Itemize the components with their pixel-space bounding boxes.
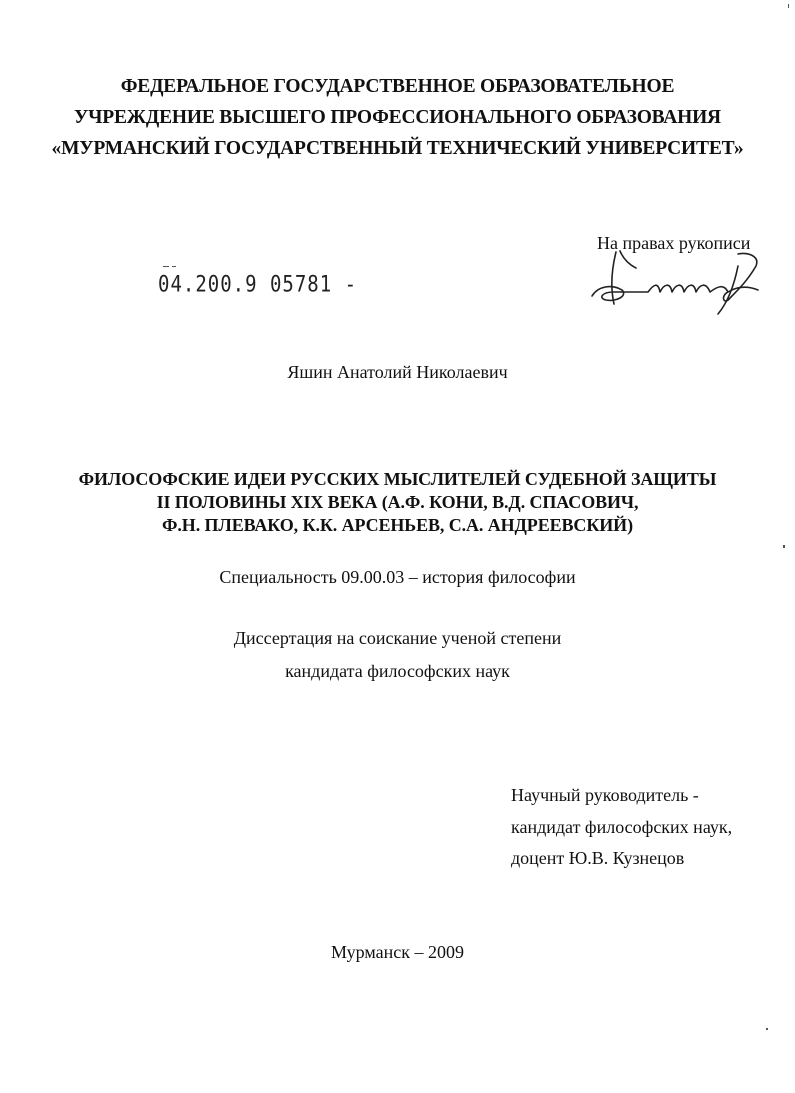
manuscript-note: На правах рукописи <box>597 233 751 253</box>
supervisor-line-1: Научный руководитель - <box>511 785 699 805</box>
dissertation-title-line-3: Ф.Н. ПЛЕВАКО, К.К. АРСЕНЬЕВ, С.А. АНДРЕЕВСКИЙ) <box>162 515 633 535</box>
place-year: Мурманск – 2009 <box>331 942 464 962</box>
scan-speck <box>766 1028 768 1030</box>
degree-line-2: кандидата философских наук <box>285 661 510 681</box>
specialty: Специальность 09.00.03 – история философии <box>219 567 576 587</box>
institution-line-2: УЧРЕЖДЕНИЕ ВЫСШЕГО ПРОФЕССИОНАЛЬНОГО ОБРАЗОВАНИЯ <box>74 107 721 128</box>
supervisor-line-3: доцент Ю.В. Кузнецов <box>511 848 685 868</box>
scan-speck <box>788 4 789 8</box>
institution-line-1: ФЕДЕРАЛЬНОЕ ГОСУДАРСТВЕННОЕ ОБРАЗОВАТЕЛЬНОЕ <box>120 76 675 97</box>
stamp-speck <box>163 266 169 267</box>
handwritten-signature <box>588 246 773 316</box>
scan-speck <box>783 545 785 548</box>
author-name: Яшин Анатолий Николаевич <box>287 362 508 382</box>
dissertation-title-line-1: ФИЛОСОФСКИЕ ИДЕИ РУССКИХ МЫСЛИТЕЛЕЙ СУДЕБНОЙ ЗАЩИТЫ <box>78 469 717 489</box>
registration-stamp: 04.200.9 05781 - <box>158 272 358 298</box>
institution-line-3: «МУРМАНСКИЙ ГОСУДАРСТВЕННЫЙ ТЕХНИЧЕСКИЙ УНИВЕРСИТЕТ» <box>51 138 744 159</box>
supervisor-line-2: кандидат философских наук, <box>511 817 733 837</box>
stamp-speck <box>172 266 176 267</box>
degree-line-1: Диссертация на соискание ученой степени <box>233 628 562 648</box>
dissertation-title-line-2: II ПОЛОВИНЫ XIX ВЕКА (А.Ф. КОНИ, В.Д. СПАСОВИЧ, <box>156 492 639 512</box>
